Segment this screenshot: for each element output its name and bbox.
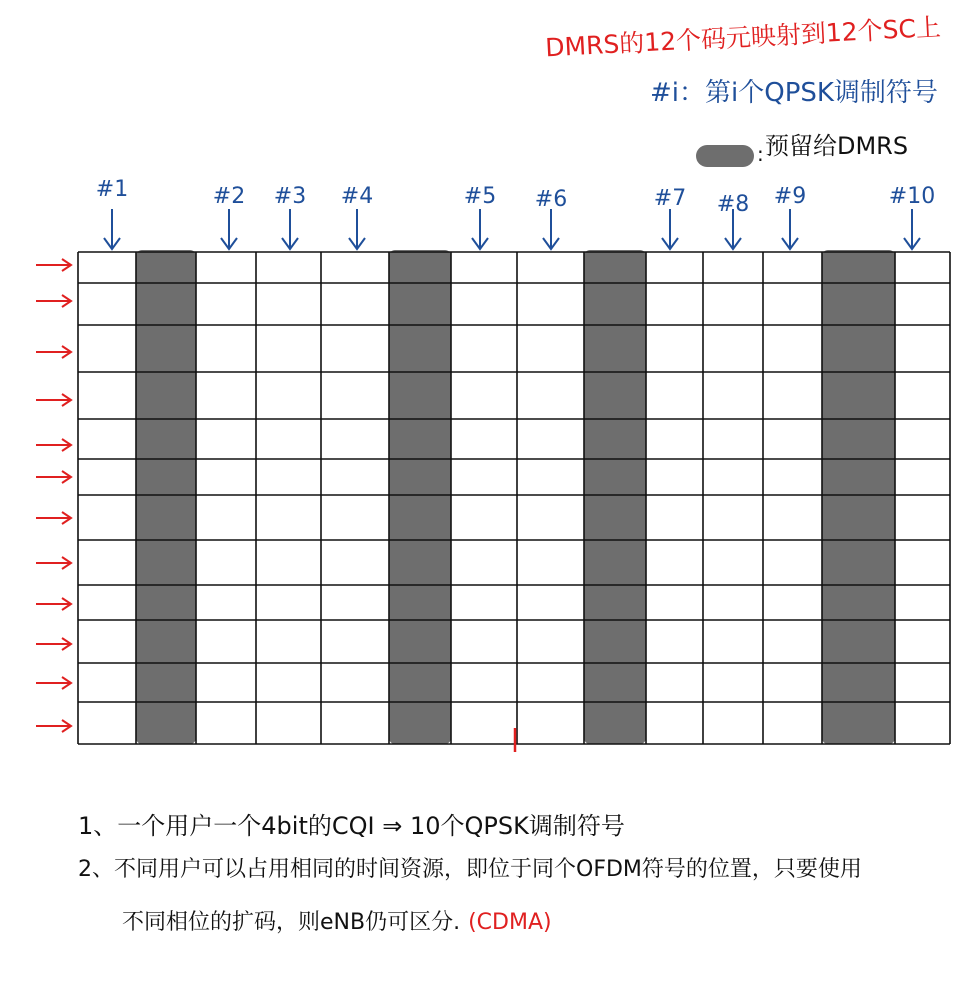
column-label-7: #7 [653, 186, 687, 211]
dmrs-mapping-note: DMRS的12个码元映射到12个SC上 [544, 12, 942, 63]
column-arrow-2 [221, 209, 237, 249]
note-line-3-text: 不同相位的扩码，则eNB仍可区分. [122, 910, 461, 935]
dmrs-column-3 [584, 250, 646, 744]
subcarrier-arrow-8 [36, 557, 71, 569]
cdma-note: (CDMA) [468, 910, 552, 935]
subcarrier-arrow-12 [36, 720, 71, 732]
subcarrier-arrow-1 [36, 259, 71, 271]
column-label-5: #5 [463, 184, 497, 209]
dmrs-legend-label: 预留给DMRS [765, 132, 909, 160]
column-label-6: #6 [534, 187, 568, 212]
column-arrow-9 [782, 209, 798, 249]
note-line-3 [122, 905, 552, 936]
dmrs-column-1 [136, 250, 196, 744]
column-arrow-1 [104, 209, 120, 249]
subcarrier-arrow-5 [36, 439, 71, 451]
column-label-4: #4 [340, 184, 374, 209]
subcarrier-arrow-9 [36, 598, 71, 610]
note-line-1: 1、一个用户一个4bit的CQI ⇒ 10个QPSK调制符号 [78, 812, 625, 840]
dmrs-column-2 [389, 250, 451, 744]
subcarrier-arrow-11 [36, 677, 71, 689]
column-label-8: #8 [716, 192, 750, 217]
column-label-2: #2 [212, 184, 246, 209]
column-label-3: #3 [273, 184, 307, 209]
symbol-definition-note: #i：第i个QPSK调制符号 [650, 78, 938, 108]
column-arrow-7 [662, 209, 678, 249]
column-arrows [104, 209, 920, 249]
dmrs-columns [136, 250, 895, 744]
subcarrier-arrow-4 [36, 394, 71, 406]
subcarrier-arrow-7 [36, 512, 71, 524]
column-arrow-4 [349, 209, 365, 249]
column-label-9: #9 [773, 184, 807, 209]
column-labels [96, 177, 935, 217]
grid-lines [78, 252, 950, 744]
subcarrier-arrow-3 [36, 346, 71, 358]
subcarrier-arrow-2 [36, 295, 71, 307]
column-arrow-5 [472, 209, 488, 249]
column-arrow-6 [543, 209, 559, 249]
dmrs-column-4 [822, 250, 895, 744]
subcarrier-arrow-10 [36, 638, 71, 650]
note-line-2: 2、不同用户可以占用相同的时间资源，即位于同个OFDM符号的位置，只要使用 [78, 857, 862, 882]
subcarrier-arrow-6 [36, 471, 71, 483]
column-label-1: #1 [95, 177, 129, 202]
column-arrow-3 [282, 209, 298, 249]
legend-colon: : [757, 142, 764, 166]
column-label-10: #10 [888, 184, 936, 209]
column-arrow-10 [904, 209, 920, 249]
row-arrows [36, 259, 71, 732]
